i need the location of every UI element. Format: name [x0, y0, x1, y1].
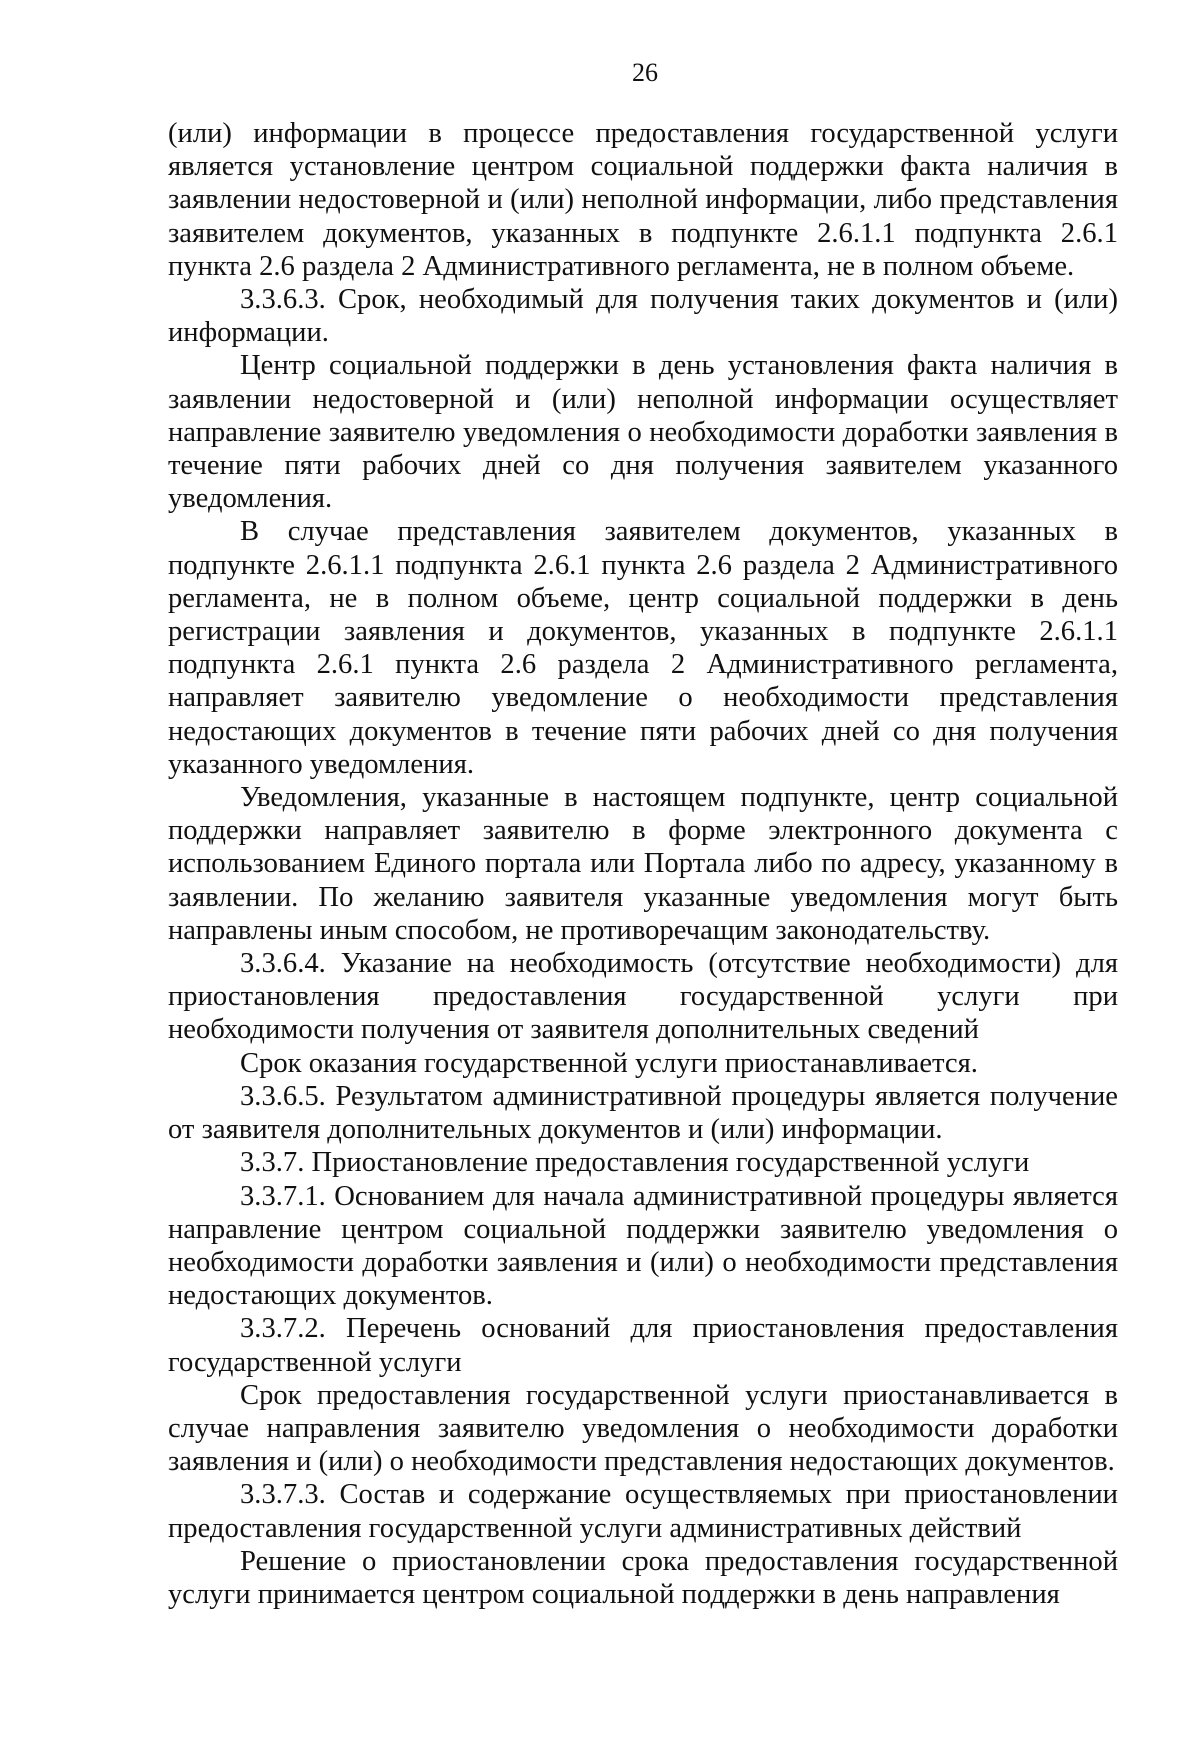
- document-body: [168, 117, 1118, 1611]
- paragraph: 3.3.6.5. Результатом административной процедуры является получение от заявителя дополнительных документов и (или) информации.: [168, 1080, 1118, 1146]
- paragraph: 3.3.7.3. Состав и содержание осуществляемых при приостановлении предоставления государственной услуги административных действий: [168, 1479, 1118, 1544]
- paragraph: 3.3.6.3. Срок, необходимый для получения таких документов и (или) информации.: [168, 284, 1118, 349]
- paragraph: Срок предоставления государственной услуги приостанавливается в случае направления заявителю уведомления о необходимости доработки заявления и (или) о необходимости представления недостающих документов.: [168, 1379, 1118, 1478]
- paragraph: Решение о приостановлении срока предоставления государственной услуги принимается центром социальной поддержки в день направления: [168, 1545, 1118, 1610]
- paragraph: 3.3.7.1. Основанием для начала административной процедуры является направление центром социальной поддержки заявителю уведомления о необходимости доработки заявления и (или) о необходимости представления недостающих документов.: [168, 1180, 1118, 1312]
- paragraph: Срок оказания государственной услуги приостанавливается.: [240, 1047, 978, 1079]
- paragraph: (или) информации в процессе предоставления государственной услуги является установление центром социальной поддержки факта наличия в заявлении недостоверной и (или) неполной информации, либо представления заявителем документов, указанных в подпункте 2.6.1.1 подпункта 2.6.1 пункта 2.6 раздела 2 Административного регламента, не в полном объеме.: [168, 118, 1118, 282]
- page-number: 26: [632, 58, 658, 87]
- paragraph: Уведомления, указанные в настоящем подпункте, центр социальной поддержки направляет заявителю в форме электронного документа с использованием Единого портала или Портала либо по адресу, указанному в заявлении. По желанию заявителя указанные уведомления могут быть направлены иным способом, не противоречащим законодательству.: [168, 782, 1118, 946]
- paragraph: 3.3.7. Приостановление предоставления государственной услуги: [240, 1147, 1030, 1179]
- paragraph: 3.3.7.2. Перечень оснований для приостановления предоставления государственной услуги: [168, 1313, 1118, 1378]
- paragraph: 3.3.6.4. Указание на необходимость (отсутствие необходимости) для приостановления предоставления государственной услуги при необходимости получения от заявителя дополнительных сведений: [168, 948, 1118, 1046]
- paragraph: Центр социальной поддержки в день установления факта наличия в заявлении недостоверной и (или) неполной информации осуществляет направление заявителю уведомления о необходимости доработки заявления в течение пяти рабочих дней со дня получения заявителем указанного уведомления.: [168, 350, 1118, 515]
- paragraph: В случае представления заявителем документов, указанных в подпункте 2.6.1.1 подпункта 2.6.1 пункта 2.6 раздела 2 Административного регламента, не в полном объеме, центр социальной поддержки в день регистрации заявления и документов, указанных в подпункте 2.6.1.1 подпункта 2.6.1 пункта 2.6 раздела 2 Административного регламента, направляет заявителю уведомление о необходимости представления недостающих документов в течение пяти рабочих дней со дня получения указанного уведомления.: [168, 516, 1118, 780]
